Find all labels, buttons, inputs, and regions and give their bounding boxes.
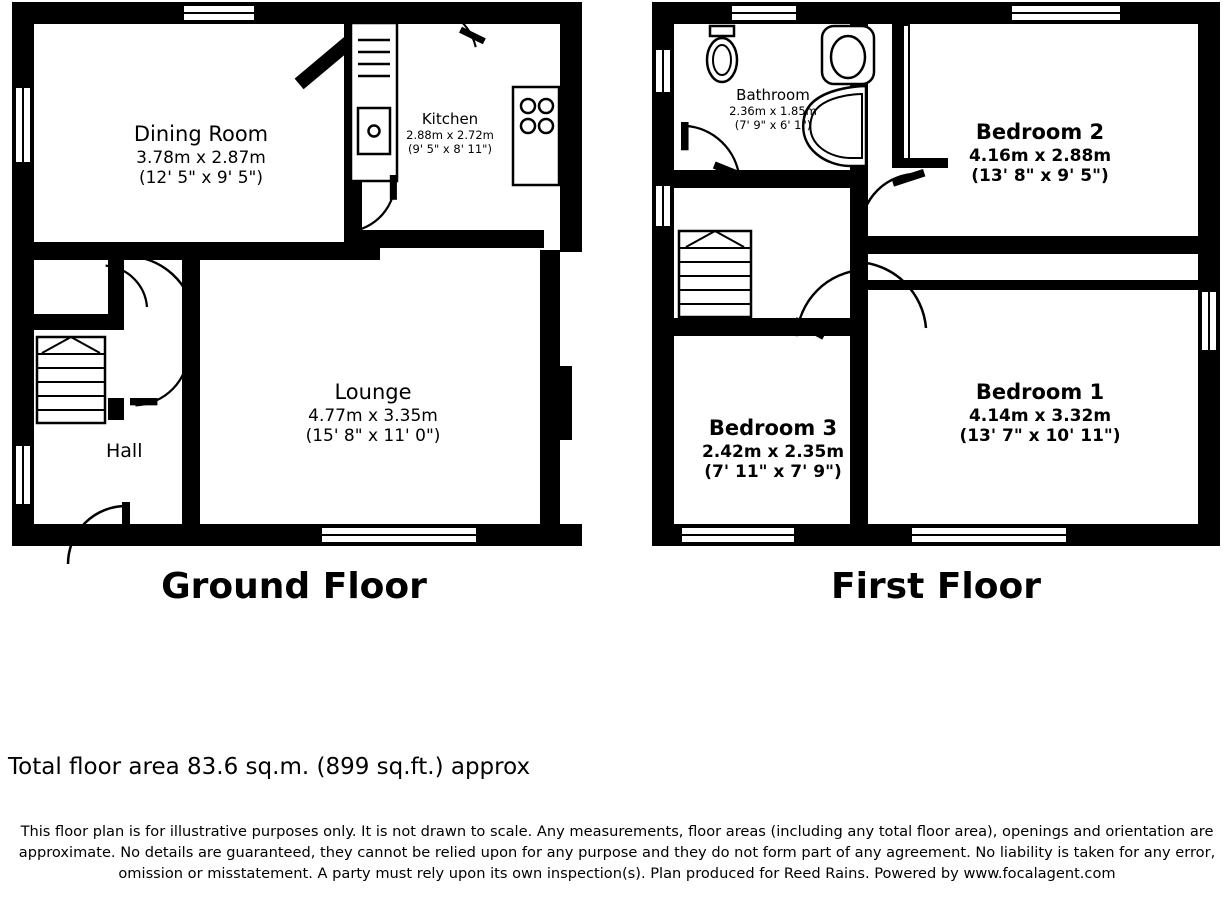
room-label-bedroom-2 (892, 120, 1188, 187)
room-dimensions-imperial: (7' 9" x 6' 1") (734, 118, 812, 133)
staircase-ground (36, 336, 106, 424)
room-dimensions-metric: 4.77m x 3.35m (308, 405, 438, 426)
room-dimensions-imperial: (12' 5" x 9' 5") (138, 168, 263, 189)
room-label-dining-room (56, 122, 346, 189)
room-dimensions-imperial: (13' 8" x 9' 5") (971, 166, 1109, 187)
first-floor-title: First Floor (830, 566, 1041, 607)
room-dimensions-metric: 2.42m x 2.35m (701, 441, 845, 462)
room-name: Bathroom (736, 86, 810, 104)
room-dimensions-imperial: (7' 11" x 7' 9") (704, 462, 842, 483)
window-bathroom-left (654, 48, 672, 94)
interior-wall-bedroom2-bottom (850, 236, 1200, 254)
door-hall-lounge (130, 342, 194, 412)
window-bedroom1-bottom (910, 526, 1068, 544)
exterior-wall-right (1198, 2, 1220, 546)
room-dimensions-metric: 4.14m x 3.32m (968, 405, 1112, 426)
room-label-hall: Hall (106, 440, 143, 462)
wash-basin-fixture (820, 24, 876, 86)
room-dimensions-imperial: (13' 7" x 10' 11") (959, 426, 1121, 447)
room-label-lounge (228, 380, 518, 447)
toilet-fixture (700, 26, 744, 92)
room-label-bedroom-3 (678, 416, 868, 483)
window-landing-left (654, 184, 672, 228)
door-front-entry (64, 502, 134, 572)
disclaimer-text: This floor plan is for illustrative purposes only. It is not drawn to scale. Any measurements, floor areas (including any total floor area), openings and orientation are approximate. No details are guaranteed, they cannot be relied upon for any purpose and they do not form part of any agreement. No liability is taken for any error, omission or misstatement. A party must rely upon its own inspection(s). Plan produced for Reed Rains. Powered by www.focalagent.com (18, 823, 1216, 882)
window-bathroom-top (730, 4, 798, 22)
door-kitchen-external (420, 4, 490, 62)
window-dining-left (14, 86, 32, 164)
interior-wall-hall-vert-lower (108, 398, 124, 420)
window-dining-top (182, 4, 256, 22)
room-name: Bedroom 1 (975, 380, 1105, 404)
room-dimensions-metric: 2.36m x 1.85m (729, 104, 817, 119)
exterior-wall-top (12, 2, 582, 24)
interior-wall-dining-lounge (32, 242, 380, 260)
window-bedroom1-right (1200, 290, 1218, 352)
room-dimensions-metric: 4.16m x 2.88m (968, 145, 1112, 166)
window-hall-left (14, 444, 32, 506)
room-name: Bedroom 3 (708, 416, 838, 440)
room-name: Dining Room (133, 122, 269, 146)
window-lounge-bottom (320, 526, 478, 544)
room-dimensions-imperial: (9' 5" x 8' 11") (408, 142, 492, 157)
door-hall-understairs (102, 260, 156, 318)
window-bedroom2-top (1010, 4, 1122, 22)
room-label-bathroom (684, 86, 862, 132)
kitchen-sink-unit (350, 22, 398, 182)
room-name: Kitchen (421, 110, 479, 128)
exterior-wall-right (560, 2, 582, 252)
first-floor-plan (652, 2, 1220, 546)
door-dining-lounge (342, 170, 404, 242)
window-bedroom3-bottom (680, 526, 796, 544)
room-dimensions-metric: 2.88m x 2.72m (406, 128, 494, 143)
room-label-bedroom-1 (892, 380, 1188, 447)
door-bedroom3 (786, 266, 870, 344)
staircase-first (678, 230, 752, 318)
room-dimensions-imperial: (15' 8" x 11' 0") (305, 426, 441, 447)
ground-floor-plan (12, 2, 582, 546)
room-label-kitchen (370, 110, 530, 156)
ground-floor-title: Ground Floor (161, 566, 427, 607)
exterior-wall-right-jog (540, 366, 572, 440)
room-name: Lounge (334, 380, 412, 404)
total-floor-area-text: Total floor area 83.6 sq.m. (899 sq.ft.) approx (8, 754, 531, 780)
room-name: Bedroom 2 (975, 120, 1105, 144)
room-dimensions-metric: 3.78m x 2.87m (136, 147, 266, 168)
